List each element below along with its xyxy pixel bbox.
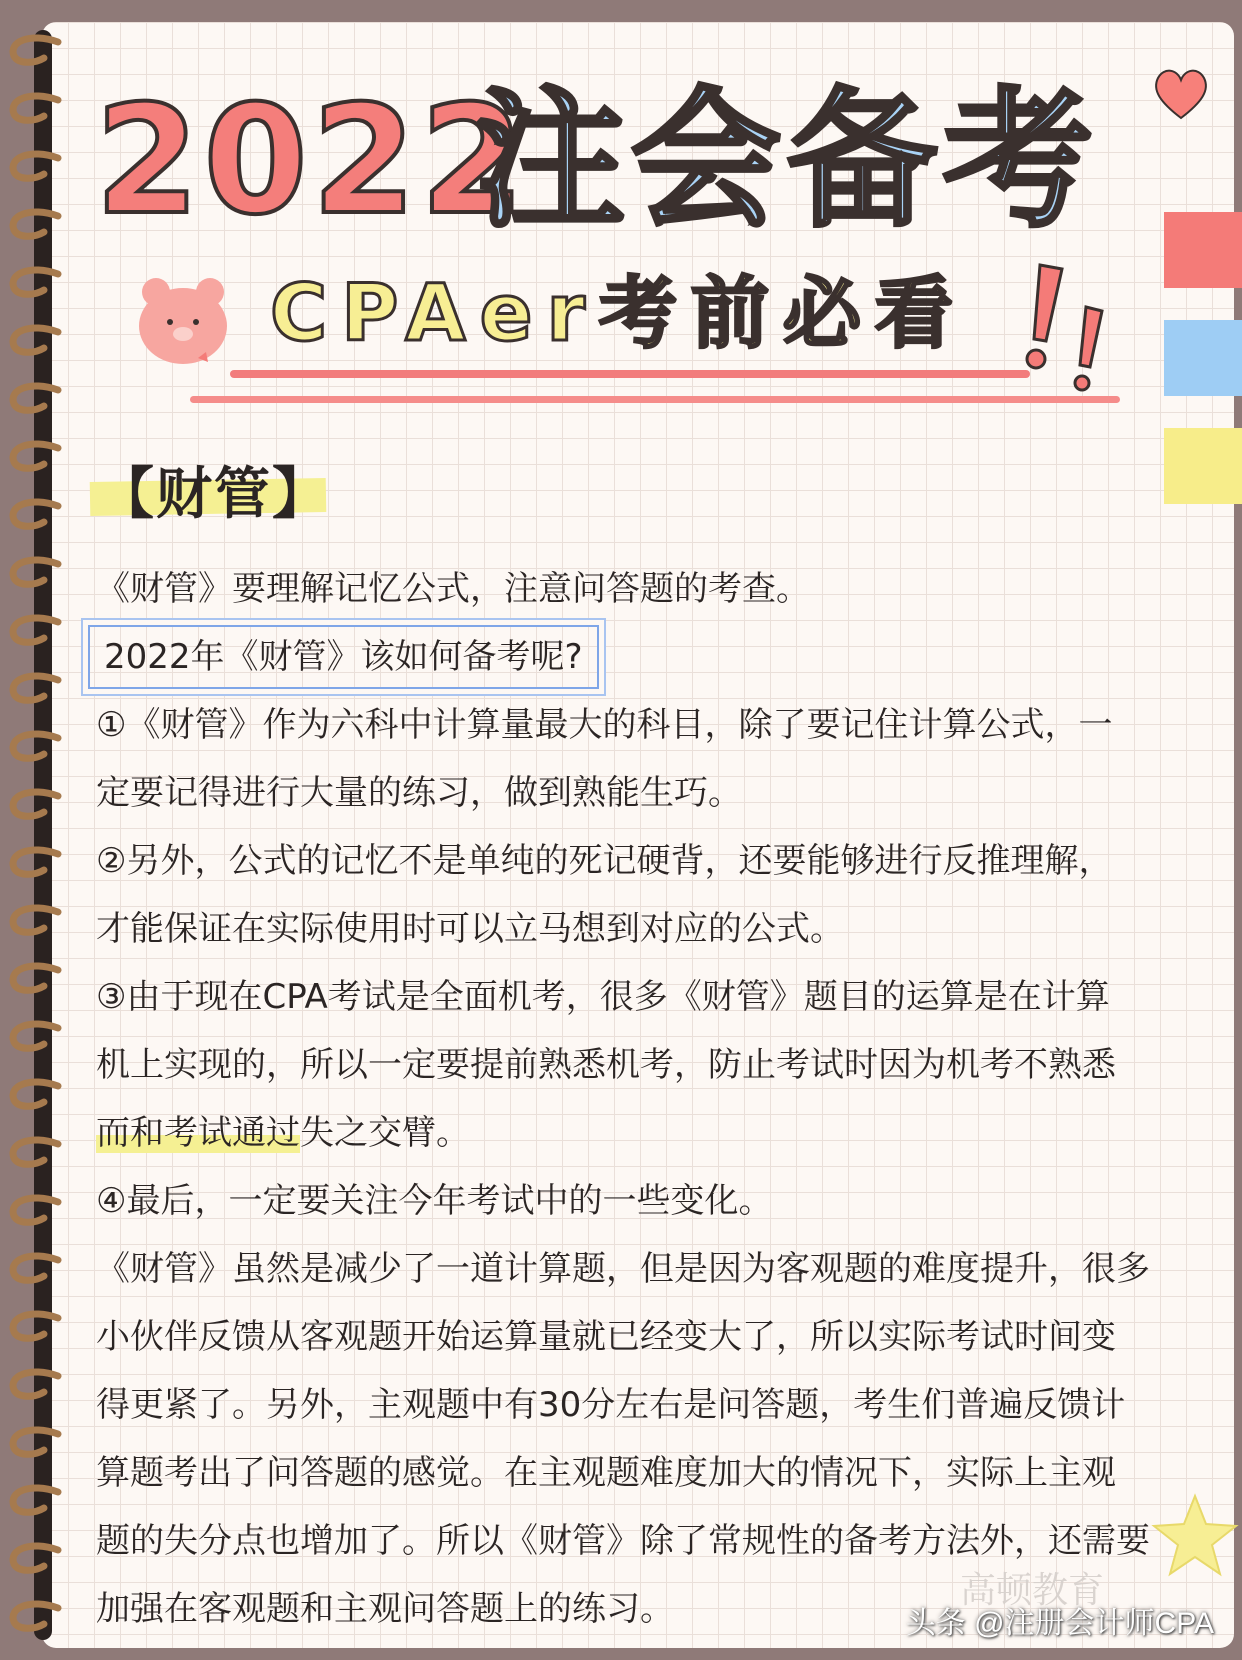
page-title	[55, 62, 1155, 262]
subtitle	[260, 258, 1020, 368]
spiral-ring	[13, 1372, 58, 1396]
subtitle-underline-2	[190, 396, 1120, 403]
tab-blue	[1164, 320, 1242, 396]
footer-credit: 头条 @注册会计师CPA	[905, 1607, 1214, 1640]
spiral-ring	[13, 1256, 58, 1280]
spiral-ring	[13, 676, 58, 700]
paragraph-line: 得更紧了。另外，主观题中有30分左右是问答题，考生们普遍反馈计	[96, 1385, 1126, 1425]
spiral-ring	[13, 328, 58, 352]
spiral-ring	[13, 908, 58, 932]
highlighted-text: 而和考试通过	[96, 1113, 300, 1153]
spiral-ring	[13, 38, 58, 62]
tab-red	[1164, 212, 1242, 288]
paragraph-line: 题的失分点也增加了。所以《财管》除了常规性的备考方法外，还需要	[96, 1521, 1150, 1561]
spiral-ring	[13, 444, 58, 468]
spiral-ring	[13, 618, 58, 642]
spiral-ring	[13, 792, 58, 816]
paragraph-line: ④最后，一定要关注今年考试中的一些变化。	[96, 1181, 773, 1221]
spiral-ring	[13, 850, 58, 874]
tab-yellow	[1164, 428, 1242, 504]
bear-icon	[128, 270, 238, 370]
title-text: 注会备考	[475, 74, 1100, 248]
paragraph-line: 定要记得进行大量的练习，做到熟能生巧。	[96, 773, 742, 813]
spiral-ring	[13, 212, 58, 236]
paragraph-line: 才能保证在实际使用时可以立马想到对应的公式。	[96, 909, 844, 949]
subtitle-underline	[230, 370, 1030, 378]
paragraph-line: 小伙伴反馈从客观题开始运算量就已经变大了，所以实际考试时间变	[96, 1317, 1116, 1357]
exclamation-icon	[1010, 255, 1130, 405]
spiral-ring	[13, 154, 58, 178]
spiral-ring	[13, 734, 58, 758]
spiral-ring	[13, 1082, 58, 1106]
article-body	[96, 555, 1216, 1643]
star-icon	[1150, 1490, 1240, 1580]
spiral-ring	[13, 1604, 58, 1628]
spiral-ring	[13, 1140, 58, 1164]
paragraph-line: ②另外，公式的记忆不是单纯的死记硬背，还要能够进行反推理解，	[96, 841, 1113, 881]
paragraph-text: 失之交臂。	[300, 1113, 470, 1153]
paragraph-line: ③由于现在CPA考试是全面机考，很多《财管》题目的运算是在计算	[96, 977, 1110, 1017]
paragraph-line: 《财管》虽然是减少了一道计算题，但是因为客观题的难度提升，很多	[96, 1249, 1150, 1289]
paragraph-line	[96, 1099, 1216, 1167]
subtitle-text: CPAer考前必看	[270, 269, 967, 359]
spiral-ring	[13, 1198, 58, 1222]
spiral-ring	[13, 1430, 58, 1454]
heart-icon	[1150, 64, 1212, 122]
section-heading-text: 【财管】	[98, 462, 330, 527]
question-box: 2022年《财管》该如何备考呢?	[88, 625, 599, 689]
paragraph-line: 算题考出了问答题的感觉。在主观题难度加大的情况下，实际上主观	[96, 1453, 1116, 1493]
spiral-ring	[13, 1546, 58, 1570]
paragraph-line: ①《财管》作为六科中计算量最大的科目，除了要记住计算公式，一	[96, 705, 1113, 745]
spiral-ring	[13, 96, 58, 120]
spiral-ring	[13, 1024, 58, 1048]
paragraph-line: 机上实现的，所以一定要提前熟悉机考，防止考试时因为机考不熟悉	[96, 1045, 1116, 1085]
spiral-ring	[13, 270, 58, 294]
spiral-ring	[13, 1314, 58, 1338]
spiral-ring	[13, 966, 58, 990]
spiral-ring	[13, 502, 58, 526]
title-year: 2022	[95, 74, 529, 248]
spiral-ring	[13, 386, 58, 410]
section-heading	[98, 450, 330, 527]
spiral-ring	[13, 1488, 58, 1512]
paragraph-line: 加强在客观题和主观问答题上的练习。	[96, 1589, 674, 1629]
watermark: 高顿教育	[960, 1570, 1105, 1611]
question-line	[96, 623, 1216, 691]
spiral-ring	[13, 560, 58, 584]
intro-line: 《财管》要理解记忆公式，注意问答题的考查。	[96, 569, 810, 609]
